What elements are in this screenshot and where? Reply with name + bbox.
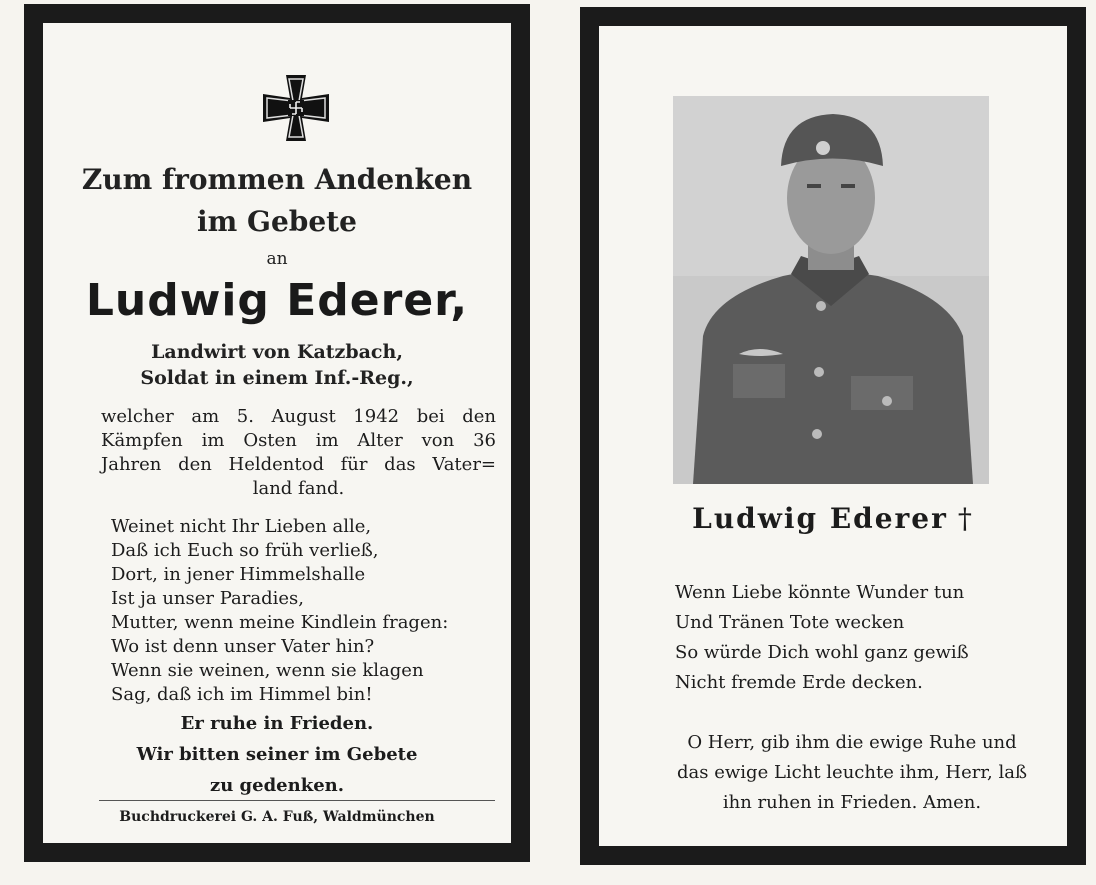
verse-line: Wenn Liebe könnte Wunder tun <box>675 582 965 603</box>
heading-an: an <box>266 249 288 269</box>
final-line: ihn ruhen in Frieden. Amen. <box>722 792 982 813</box>
death-notice <box>101 405 496 501</box>
death-line: Jahren den Heldentod für das Vater= <box>101 454 496 475</box>
dagger-icon: † <box>957 502 974 535</box>
deceased-name: Ludwig Ederer, <box>85 275 469 326</box>
heading-line-1: Zum frommen Andenken <box>81 163 473 196</box>
printer-imprint: Buchdruckerei G. A. Fuß, Waldmünchen <box>119 809 435 825</box>
final-line: das ewige Licht leuchte ihm, Herr, laß <box>677 762 1027 783</box>
poem-line: Mutter, wenn meine Kindlein fragen: <box>111 612 449 633</box>
prayer-line-3: zu gedenken. <box>209 775 344 796</box>
poem-line: Dort, in jener Himmelshalle <box>111 564 366 585</box>
poem-line: Wo ist denn unser Vater hin? <box>111 636 375 657</box>
poem <box>111 515 511 707</box>
death-line: welcher am 5. August 1942 bei den <box>101 406 496 427</box>
name-text: Ludwig Ederer <box>692 502 948 535</box>
final-line: O Herr, gib ihm die ewige Ruhe und <box>687 732 1017 753</box>
poem-line: Wenn sie weinen, wenn sie klagen <box>111 660 424 681</box>
memorial-card-right <box>580 7 1086 865</box>
verse-line: Nicht fremde Erde decken. <box>675 672 923 693</box>
poem-line: Daß ich Euch so früh verließ, <box>111 540 379 561</box>
poem-line: Ist ja unser Paradies, <box>111 588 304 609</box>
death-line: Kämpfen im Osten im Alter von 36 <box>101 430 496 451</box>
prayer-line-1: Er ruhe in Frieden. <box>180 713 374 734</box>
occupation-line-2: Soldat in einem Inf.-Reg., <box>140 367 414 389</box>
death-line: land fand. <box>252 478 345 499</box>
verse-line: So würde Dich wohl ganz gewiß <box>675 642 969 663</box>
poem-line: Sag, daß ich im Himmel bin! <box>111 684 373 705</box>
deceased-name-right <box>599 502 1067 535</box>
heading-line-2: im Gebete <box>197 205 357 238</box>
final-prayer <box>643 728 1061 818</box>
poem-line: Weinet nicht Ihr Lieben alle, <box>111 516 372 537</box>
divider <box>99 800 495 801</box>
verse <box>675 578 1035 698</box>
iron-cross-icon <box>261 73 331 143</box>
prayer-line-2: Wir bitten seiner im Gebete <box>136 744 418 765</box>
memorial-card-left <box>24 4 530 862</box>
occupation-line-1: Landwirt von Katzbach, <box>151 341 403 363</box>
verse-line: Und Tränen Tote wecken <box>675 612 905 633</box>
soldier-photo <box>673 96 989 484</box>
